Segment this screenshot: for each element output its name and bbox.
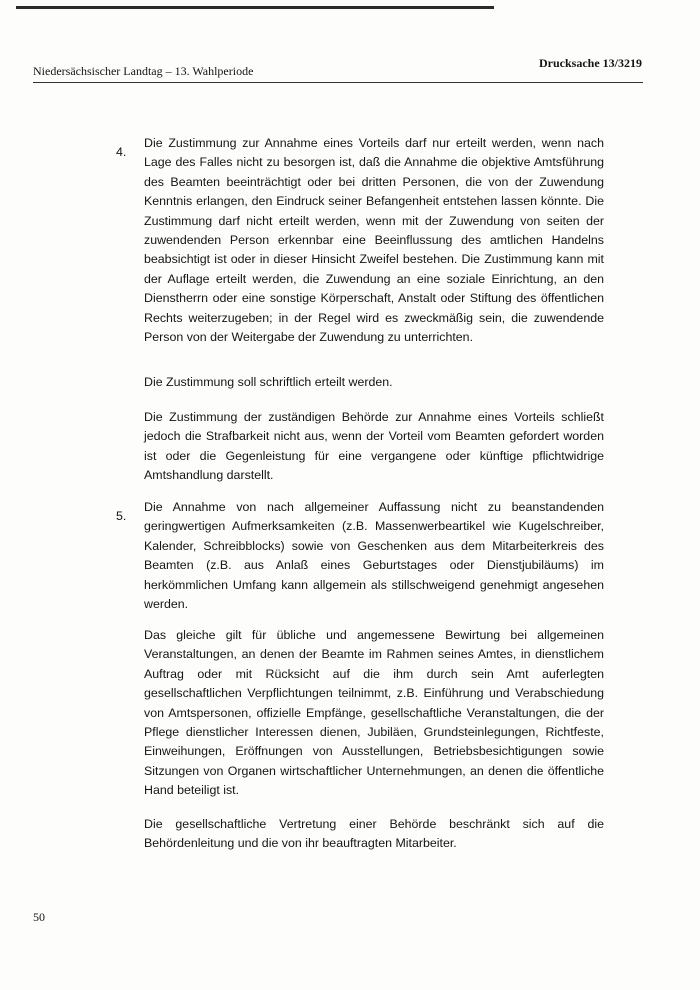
- item-number-5: 5.: [116, 509, 127, 523]
- item-number-4: 4.: [116, 145, 127, 159]
- header-parliament-title: Niedersächsischer Landtag – 13. Wahlperiode: [33, 64, 254, 78]
- item-5-paragraph-1: Die Annahme von nach allgemeiner Auffassung nicht zu beanstandenden geringwertigen Aufmerksamkeiten (z.B. Massenwerbeartikel wie Kugelschreiber, Kalender, Schreibblocks) sowie von Geschenken aus dem Mitarbeiterkreis des Beamten (z.B. aus Anlaß eines Geburtstages oder Dienstjubiläums) im herkömmlichen Umfang kann allgemein als stillschweigend genehmigt angesehen werden.: [144, 500, 604, 612]
- item-5-paragraph-2: Das gleiche gilt für übliche und angemessene Bewirtung bei allgemeinen Veranstaltungen, an denen der Beamte im Rahmen seines Amtes, in dienstlichem Auftrag oder mit Rücksicht auf die ihm durch sein Amt auferlegten gesellschaftlichen Verpflichtungen teilnimmt, z.B. Einführung und Verabschiedung von Amtspersonen, offizielle Empfänge, gesellschaftliche Veranstaltungen, die der Pflege dienstlicher Interessen dienen, Jubiläen, Grundsteinlegungen, Richtfeste, Einweihungen, Eröffnungen von Ausstellungen, Betriebsbesichtigungen sowie Sitzungen von Organen wirtschaftlicher Unternehmungen, an denen die öffentliche Hand beteiligt ist.: [144, 628, 604, 798]
- item-4-paragraph-3: Die Zustimmung der zuständigen Behörde zur Annahme eines Vorteils schließt jedoch die Strafbarkeit nicht aus, wenn der Vorteil vom Beamten gefordert worden ist oder die Gegenleistung für eine vergangene oder künftige pflichtwidrige Amtshandlung darstellt.: [144, 410, 604, 483]
- item-4-paragraph-1: Die Zustimmung zur Annahme eines Vorteils darf nur erteilt werden, wenn nach Lage des Falles nicht zu besorgen ist, daß die Annahme die objektive Amtsführung des Beamten beeinträchtigt oder bei dritten Personen, die von der Zuwendung Kenntnis erlangen, den Eindruck seiner Befangenheit entstehen lassen könnte. Die Zustimmung darf nicht erteilt werden, wenn mit der Zuwendung von seiten der zuwendenden Person erkennbar eine Beeinflussung des amtlichen Handelns beabsichtigt ist oder in dieser Hinsicht Zweifel bestehen. Die Zustimmung kann mit der Auflage erteilt werden, die Zuwendung an eine soziale Einrichtung, an den Dienstherrn oder eine sonstige Körperschaft, Anstalt oder Stiftung des öffentlichen Rechts weiterzugeben; in der Regel wird es zweckmäßig sein, die zuwendende Person von der Weitergabe der Zuwendung zu unterrichten.: [144, 136, 604, 345]
- item-4-paragraph-2: Die Zustimmung soll schriftlich erteilt werden.: [144, 375, 393, 389]
- header-document-number: Drucksache 13/3219: [539, 56, 642, 70]
- item-5-paragraph-3: Die gesellschaftliche Vertretung einer Behörde beschränkt sich auf die Behördenleitung und die von ihr beauftragten Mitarbeiter.: [144, 817, 604, 851]
- page-number: 50: [33, 910, 45, 924]
